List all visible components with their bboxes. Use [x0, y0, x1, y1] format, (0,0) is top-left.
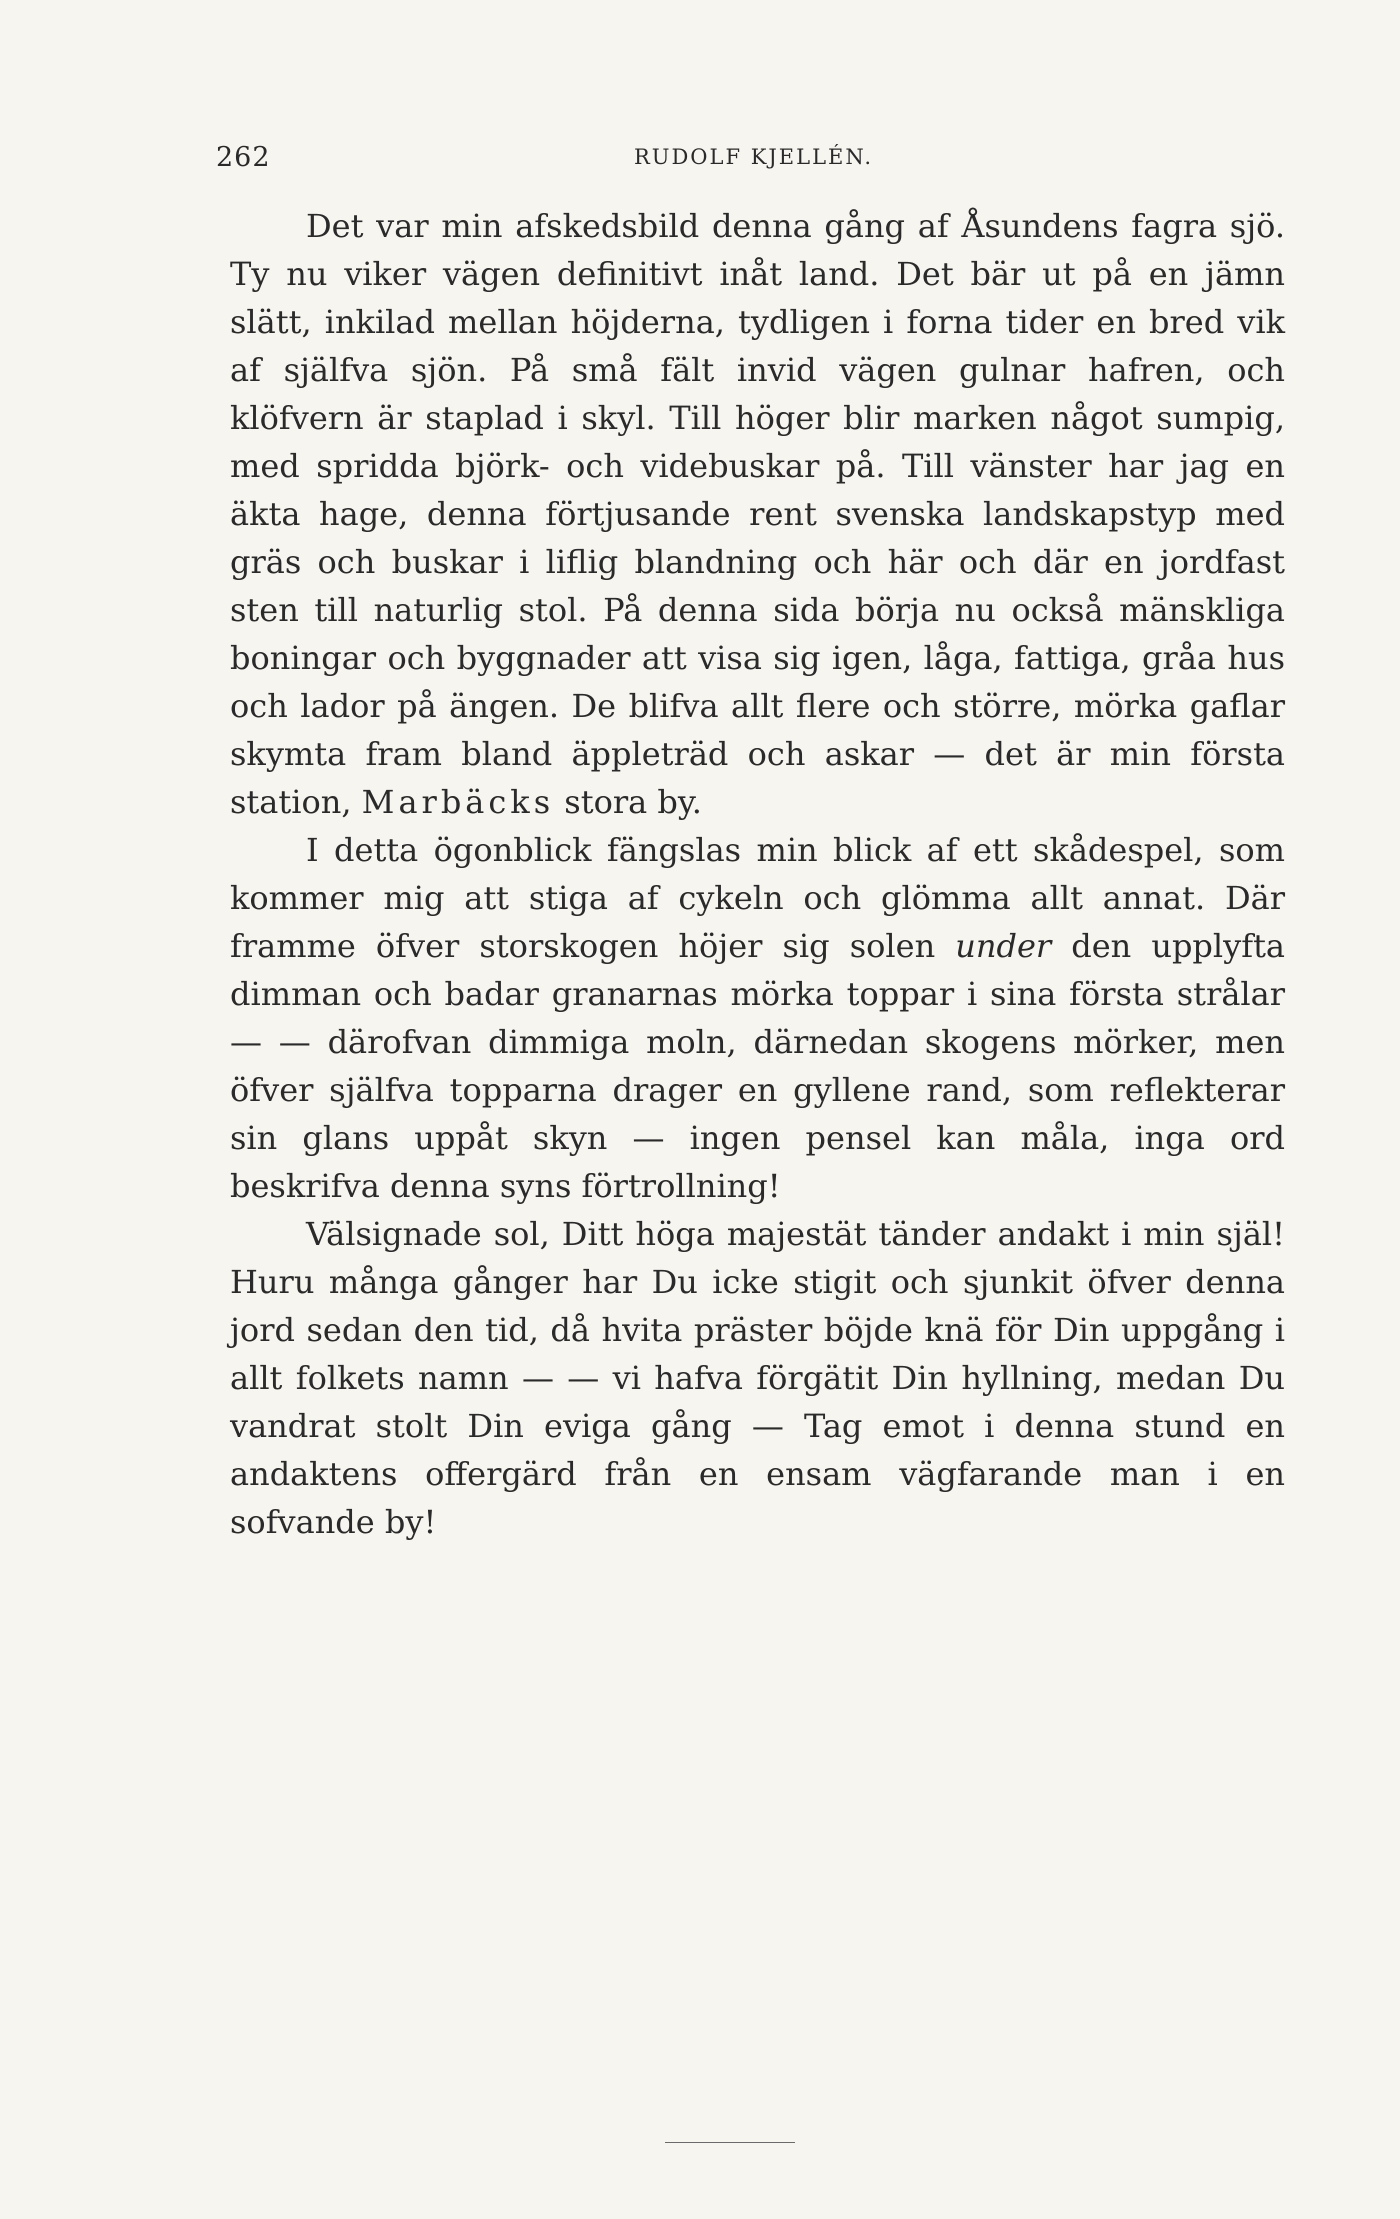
paragraph-1: [230, 202, 1285, 826]
body-text: [230, 202, 1285, 1546]
paragraph-2: [230, 826, 1285, 1210]
place-name-spaced: Marbäcks: [361, 783, 555, 821]
paragraph-2-after: den upplyfta dimman och badar granarnas mörka toppar i sina första strålar — — därofvan dimmiga moln, därnedan skogens mörker, men öfver själfva topparna drager en gyllene rand, som reflekterar sin glans uppåt skyn — ingen pensel kan måla, inga ord beskrifva denna syns förtrollning!: [230, 927, 1285, 1205]
paragraph-3: [230, 1210, 1285, 1546]
paragraph-3-text: Välsignade sol, Ditt höga majestät tänder andakt i min själ! Huru många gånger har Du icke stigit och sjunkit öfver denna jord sedan den tid, då hvita präster böjde knä för Din uppgång i allt folkets namn — — vi hafva förgätit Din hyllning, medan Du vandrat stolt Din eviga gång — Tag emot i denna stund en andaktens offergärd från en ensam vägfarande man i en sofvande by!: [230, 1215, 1285, 1541]
paragraph-1-text: Det var min afskedsbild denna gång af Åsundens fagra sjö. Ty nu viker vägen definitivt inåt land. Det bär ut på en jämn slätt, inkilad mellan höjderna, tydligen i forna tider en bred vik af själfva sjön. På små fält invid vägen gulnar hafren, och klöfvern är staplad i skyl. Till höger blir marken något sumpig, med spridda björk- och videbuskar på. Till vänster har jag en äkta hage, denna förtjusande rent svenska landskapstyp med gräs och buskar i liflig blandning och här och där en jordfast sten till naturlig stol. På denna sida börja nu också mänskliga boningar och byggnader att visa sig igen, låga, fattiga, gråa hus och lador på ängen. De blifva allt flere och större, mörka gaflar skymta fram bland äppleträd och askar — det är min första station,: [230, 207, 1285, 821]
paragraph-2-before: I detta ögonblick fängslas min blick af ett skådespel, som kommer mig att stiga af cykeln och glömma allt annat. Där framme öfver storskogen höjer sig solen: [230, 831, 1285, 965]
running-head: RUDOLF KJELLÉN.: [633, 145, 874, 169]
page-number: 262: [216, 142, 271, 173]
page-header: [216, 142, 1291, 182]
section-end-rule: [665, 2142, 795, 2143]
paragraph-1-end: stora by.: [564, 783, 702, 821]
emphasized-word: under: [955, 927, 1052, 965]
